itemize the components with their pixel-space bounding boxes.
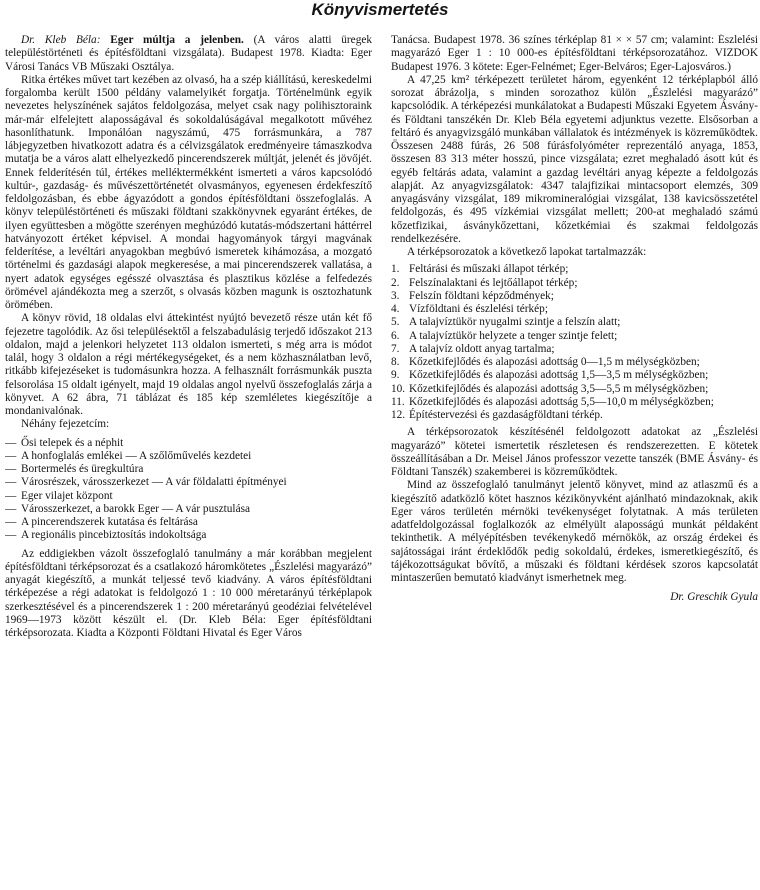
list-item: [391, 316, 758, 329]
list-text: Feltárási és műszaki állapot térkép;: [409, 263, 569, 276]
list-text: Felszínalaktani és lejtőállapot térkép;: [409, 276, 578, 289]
list-number: 12.: [391, 409, 406, 421]
paragraph: A térképsorozatok a következő lapokat tartalmazzák:: [407, 246, 647, 258]
citation-book-title: Eger múltja a jelenben.: [110, 34, 244, 46]
list-item: — A honfoglalás emlékei — A szőlőművelés kezdetei: [5, 450, 372, 463]
list-number: 9.: [391, 369, 400, 382]
list-number: 10.: [391, 382, 406, 395]
list-item: [391, 343, 758, 356]
list-number: 11.: [391, 395, 405, 408]
chapter-title-list: [5, 437, 372, 543]
list-number: 2.: [391, 276, 400, 289]
list-item: [391, 290, 758, 303]
list-number: 3.: [391, 289, 400, 302]
reviewer-signature: Dr. Greschik Gyula: [670, 591, 758, 604]
list-item: [391, 303, 758, 316]
list-number: 6.: [391, 329, 400, 342]
section-title: Könyvismertetés: [311, 0, 449, 19]
list-number: 8.: [391, 356, 400, 368]
list-item: — Városrészek, városszerkezet — A vár földalatti építményei: [5, 476, 372, 489]
paragraph: Ritka értékes művet tart kezében az olvasó, ha a szép kiállítású, kereskedelmi forgalomba került 1500 példány valamelyikét forgatja. Történelmünk egyik nevezetes helyszínének sajátos feldolgozása, melyet csak nagy polihisztoraink már-már elfelejtett alaposságával és sokoldalúságával megalkotott művéhez hasonlíthatunk. Imponálóan nagyszámú, 475 forrásmunkára, a 787 lábjegyzetben hivatkozott adatra és a célvizsgálatok eredményeire támaszkodva mutatja be a város alatt elhelyezkedő pincerendszerek múltját, jelenét és jövőjét. Ennek felderítésén túl, értékes melléktermékként ismerteti a város kapcsolódó kultúr-, gazdaság- és művészettörténetét olvasmányos, egyenesen érdekfeszítő feldolgozásban, és ebbe ágyazódott a gondos építésföldtani összefoglalás. A könyv településtörténeti és műszaki földtani szakkönyvnek egyaránt értékes, de ilyen együttesben a mögötte szerényen meghúzódó kutatás-módszertani háttérrel hatványozott értéket képvisel. A mondai hagyományok tárgyi magvának felderítése, a levéltári anyagokban megbúvó ismeretek kihámozása, a mozgató történelmi és gazdasági alapok megkeresése, a mai pincerendszerek vallatása, a nyert adatok egységes egésszé olvasztása és plasztikus közlése a felfedezés örömével ajándékozta meg a szerzőt, s olvasás közben magunk is osztozhatunk örömében.: [5, 73, 372, 311]
list-number: 4.: [391, 303, 400, 315]
paragraph: Tanácsa. Budapest 1978. 36 színes térképlap 81 × × 57 cm; valamint: Észlelési magyarázó Eger 1 : 10 000-es építésföldtani térképsorozatához. VIZDOK Budapest 1976. 3 kötete: Eger-Felnémet; Eger-Belváros; Eger-Lajosváros.): [391, 34, 758, 73]
list-item: — Bortermelés és üregkultúra: [5, 463, 372, 476]
list-text: Építéstervezési és gazdaságföldtani térkép.: [409, 409, 603, 421]
book-citation: [5, 34, 372, 74]
paragraph: Néhány fejezetcím:: [21, 418, 110, 431]
paragraph: A térképsorozatok készítésénél feldolgozott adatokat az „Észlelési magyarázó” kötetei ismertetik részletesen és rendszerezetten. E kötetek összeállításában a Dr. Meisel János professzor vezette tanszék (BME Ásvány- és Földtani Tanszék) szakemberei is közreműködtek.: [391, 426, 758, 478]
list-item: — A regionális pincebiztosítás indokoltsága: [5, 529, 372, 542]
list-item: [391, 383, 758, 396]
left-column: [5, 34, 372, 884]
list-text: Kőzetkifejlődés és alapozási adottság 3,5—5,5 m mélységközben;: [409, 382, 709, 395]
citation-details: (A város alatti üregek településtörténeti és építésföldtani vizsgálata). Budapest 1978. Kiadta: Eger Városi Tanács VB Műszaki Osztálya.: [5, 34, 372, 73]
list-item: [391, 396, 758, 409]
list-item: [391, 369, 758, 382]
list-item: — Ősi telepek és a néphit: [5, 437, 372, 450]
list-text: Kőzetkifejlődés és alapozási adottság 0—1,5 m mélységközben;: [409, 356, 700, 368]
list-number: 5.: [391, 316, 400, 329]
list-text: A talajvíz oldott anyag tartalma;: [409, 342, 555, 355]
list-item: [391, 277, 758, 290]
map-sheet-list: [391, 263, 758, 422]
right-column: [391, 34, 758, 884]
list-item: — Eger vilajet központ: [5, 490, 372, 503]
paragraph: Az eddigiekben vázolt összefoglaló tanulmány a már korábban megjelent építésföldtani térképsorozat és a csatlakozó háromkötetes „Észlelési magyarázó” anyagát kiegészítő, a munkát teljessé tevő kiadvány. A város építésföldtani térképezése a régi adatokat is feldolgozó 1 : 10 000 méretarányú térképlapok szerkesztésével és a pincerendszerek 1 : 200 méretarányú geodéziai felvételével 1969—1973 között készült el. (Dr. Kleb Béla: Eger építésföldtani térképsorozata. Kiadta a Központi Földtani Hivatal és Eger Város: [5, 547, 372, 639]
list-item: [391, 330, 758, 343]
paragraph: A könyv rövid, 18 oldalas elvi áttekintést nyújtó bevezető része után két fő fejezetre tagolódik. Az ősi településektől a felszabadulásig terjedő időszakot 213 oldalon, majd a jelenkori helyzetet 113 oldalon ismerteti, s még arra is módot talál, hogy 3 oldalon a régi mértékegységeket, és a nem közhasználatban levő, ritkább kifejezéseket is tudomásunkra hozza. A felhasznált forrásmunkák puszta felsorolása 15 oldalt igényelt, majd 19 oldalas angol nyelvű összefoglalás zárja a könyvet. A 62 ábra, 71 táblázat és 185 kép szemléletes kiegészítője a mondanivalónak.: [5, 312, 372, 417]
paragraph: A 47,25 km² térképezett területet három, egyenként 12 térképlapból álló sorozat ábrázolja, s minden sorozathoz külön „Észlelési magyarázó” kapcsolódik. A térképezési munkálatokat a Budapesti Műszaki Egyetem Ásvány- és Földtani tanszékén Dr. Kleb Béla egyetemi adjunktus vezette. Elsősorban a feltáró és anyagvizsgáló munkában vállalatok és intézmények is közreműködtek. Összesen 2488 fúrás, 26 508 fúrásfolyóméter reprezentáló anyaga, 1853, összesen 83 313 méter hosszú, pince vizsgálata; ezret meghaladó ásott kút és egyéb feltárás adata, valamint a gazdag levéltári anyag képezte a feldolgozás alapját. Az anyagvizsgálatok: 4347 talajfizikai mintacsoport elemzés, 309 anyagásvány vizsgálat, 189 mikromineralógiai vizsgálat, 138 kavicsösszetétel feldolgozás, és 495 vízkémiai vizsgálat mellett; 200-at meghaladó számú kőzetfizikai, ásványkőzettani, kőzetkémiai és szakmai feldolgozás rendelkezésére.: [391, 73, 758, 245]
paragraph: Mind az összefoglaló tanulmányt jelentő könyvet, mind az atlaszmű és a kiegészítő adatközlő kötet hasznos kézikönyvként ajánlható mindazoknak, akik Eger város területén mérnöki tevékenységet folytatnak. A más területen adatfeldolgozással foglalkozók az elmélyült alaposságú munkát példaként tekinthetik. A mélyépítésben tevékenykedő mérnökök, az ország érdekei és sajátosságai iránt érdeklődők pedig sokoldalú, érdekes, ismeretkiegészítő, és tájékozottságukat bővítő, a műszaki és földtani kérdések szoros kapcsolatát mintaszerűen bemutató kiadványt ismerhetnek meg.: [391, 479, 758, 584]
list-item: — A pincerendszerek kutatása és feltárása: [5, 516, 372, 529]
list-text: Kőzetkifejlődés és alapozási adottság 1,5—3,5 m mélységközben;: [409, 369, 709, 382]
citation-author: Dr. Kleb Béla:: [21, 34, 101, 46]
list-item: [391, 356, 758, 369]
list-item: — Városszerkezet, a barokk Eger — A vár pusztulása: [5, 503, 372, 516]
list-number: 1.: [391, 263, 400, 276]
list-text: A talajvíztükör helyzete a tenger szintje felett;: [409, 329, 618, 342]
list-item: [391, 263, 758, 276]
list-text: Kőzetkifejlődés és alapozási adottság 5,5—10,0 m mélységközben;: [409, 395, 714, 408]
list-item: [391, 409, 758, 422]
list-text: A talajvíztükör nyugalmi szintje a felszín alatt;: [409, 316, 621, 329]
list-text: Felszín földtani képződmények;: [409, 289, 554, 302]
list-number: 7.: [391, 342, 400, 355]
list-text: Vízföldtani és észlelési térkép;: [409, 303, 548, 315]
